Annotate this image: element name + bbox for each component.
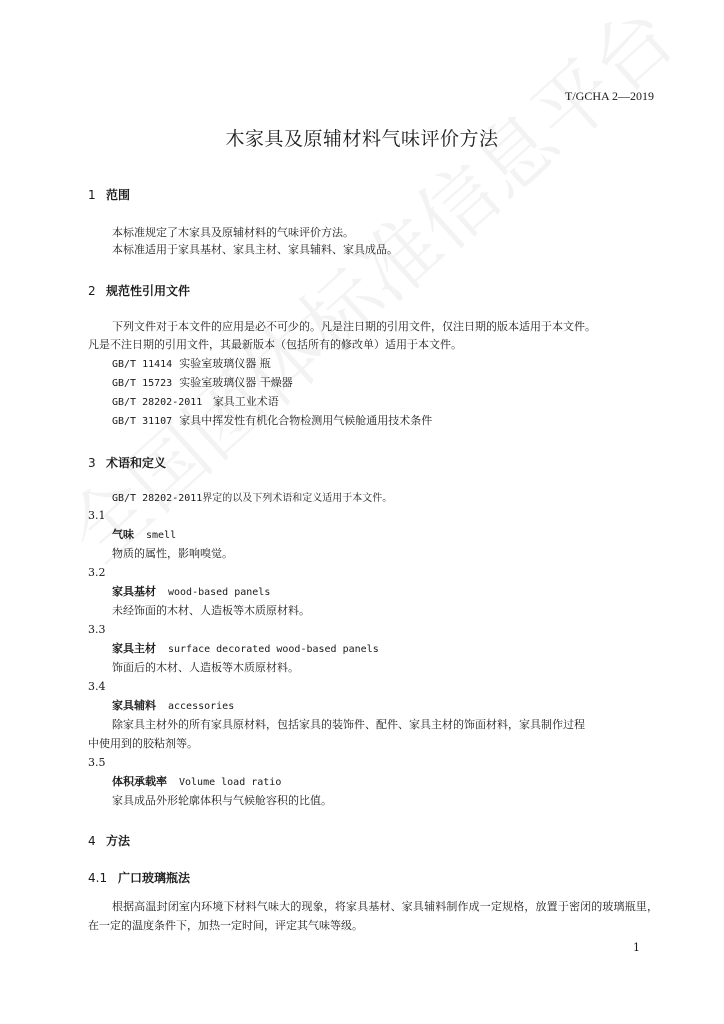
reference-name: 实验室玻璃仪器 瓶 (179, 357, 271, 370)
term-english: wood-based panels (168, 587, 271, 598)
term-definition-line-2: 中使用到的胶粘剂等。 (88, 737, 198, 750)
term-heading (112, 640, 379, 656)
term-chinese: 家具主材 (112, 642, 156, 655)
term-number: 3.5 (88, 756, 106, 769)
term-heading (112, 697, 234, 713)
document-title: 木家具及原辅材料气味评价方法 (225, 128, 499, 150)
section-title: 规范性引用文件 (106, 284, 191, 298)
reference-item (112, 355, 271, 373)
subsection-title: 广口玻璃瓶法 (118, 871, 191, 885)
method-paragraph: 根据高温封闭室内环境下材料气味大的现象，将家具基材、家具辅料制作成一定规格，放置于密闭的玻璃瓶里，在一定的温度条件下，加热一定时间，评定其气味等级。 (88, 900, 658, 932)
standard-code: T/GCHA 2—2019 (564, 89, 654, 103)
term-definition: 家具成品外形轮廓体积与气候舱容积的比值。 (112, 794, 332, 807)
term-english: smell (146, 530, 177, 541)
reference-name: 家具中挥发性有机化合物检测用气候舱通用技术条件 (179, 414, 433, 427)
term-definition: 未经饰面的木材、人造板等木质原材料。 (112, 604, 310, 617)
reference-item (112, 374, 293, 392)
term-heading (112, 773, 281, 789)
section-title: 范围 (106, 188, 131, 202)
reference-item (112, 393, 279, 411)
term-english: accessories (168, 701, 235, 712)
term-definition: 物质的属性，影响嗅觉。 (112, 547, 233, 560)
section-title: 方法 (106, 834, 131, 848)
reference-item (112, 412, 432, 430)
term-heading (112, 583, 270, 599)
section-3-heading (88, 454, 166, 471)
reference-name: 家具工业术语 (212, 395, 279, 408)
term-chinese: 气味 (112, 528, 134, 541)
normative-intro-line-2: 凡是不注日期的引用文件，其最新版本（包括所有的修改单）适用于本文件。 (88, 338, 462, 351)
term-number: 3.3 (88, 623, 106, 636)
term-definition-line-1: 除家具主材外的所有家具原材料，包括家具的装饰件、配件、家具主材的饰面材料，家具制作过程 (112, 718, 585, 731)
section-number: 3 (88, 456, 96, 470)
scope-paragraph-1: 本标准规定了木家具及原辅材料的气味评价方法。 (112, 226, 354, 239)
reference-code: GB/T 15723 (112, 378, 173, 389)
term-definition: 饰面后的木材、人造板等木质原材料。 (112, 661, 299, 674)
term-number: 3.1 (88, 509, 106, 522)
subsection-4-1-heading (88, 869, 190, 886)
term-heading (112, 526, 176, 542)
terms-intro (112, 489, 392, 507)
term-number: 3.4 (88, 680, 106, 693)
term-number: 3.2 (88, 566, 106, 579)
section-number: 4 (88, 834, 96, 848)
term-chinese: 家具辅料 (112, 699, 156, 712)
section-number: 2 (88, 284, 96, 298)
section-1-heading (88, 186, 130, 203)
term-chinese: 体积承载率 (112, 775, 167, 788)
scope-paragraph-2: 本标准适用于家具基材、家具主材、家具辅料、家具成品。 (112, 243, 398, 256)
reference-name: 实验室玻璃仪器 干燥器 (179, 376, 293, 389)
term-english: Volume load ratio (179, 777, 282, 788)
reference-code: GB/T 28202-2011 (112, 397, 203, 408)
section-title: 术语和定义 (106, 456, 167, 470)
page-number: 1 (633, 941, 640, 954)
section-4-heading (88, 832, 130, 849)
section-2-heading (88, 282, 190, 299)
reference-code: GB/T 31107 (112, 416, 173, 427)
reference-code: GB/T 11414 (112, 359, 173, 370)
subsection-number: 4.1 (88, 871, 108, 885)
terms-intro-text: GB/T 28202-2011界定的以及下列术语和定义适用于本文件。 (112, 493, 393, 504)
term-chinese: 家具基材 (112, 585, 156, 598)
term-english: surface decorated wood-based panels (168, 644, 379, 655)
normative-intro-line-1: 下列文件对于本文件的应用是必不可少的。凡是注日期的引用文件，仅注日期的版本适用于本文件。 (112, 320, 596, 333)
section-number: 1 (88, 188, 96, 202)
